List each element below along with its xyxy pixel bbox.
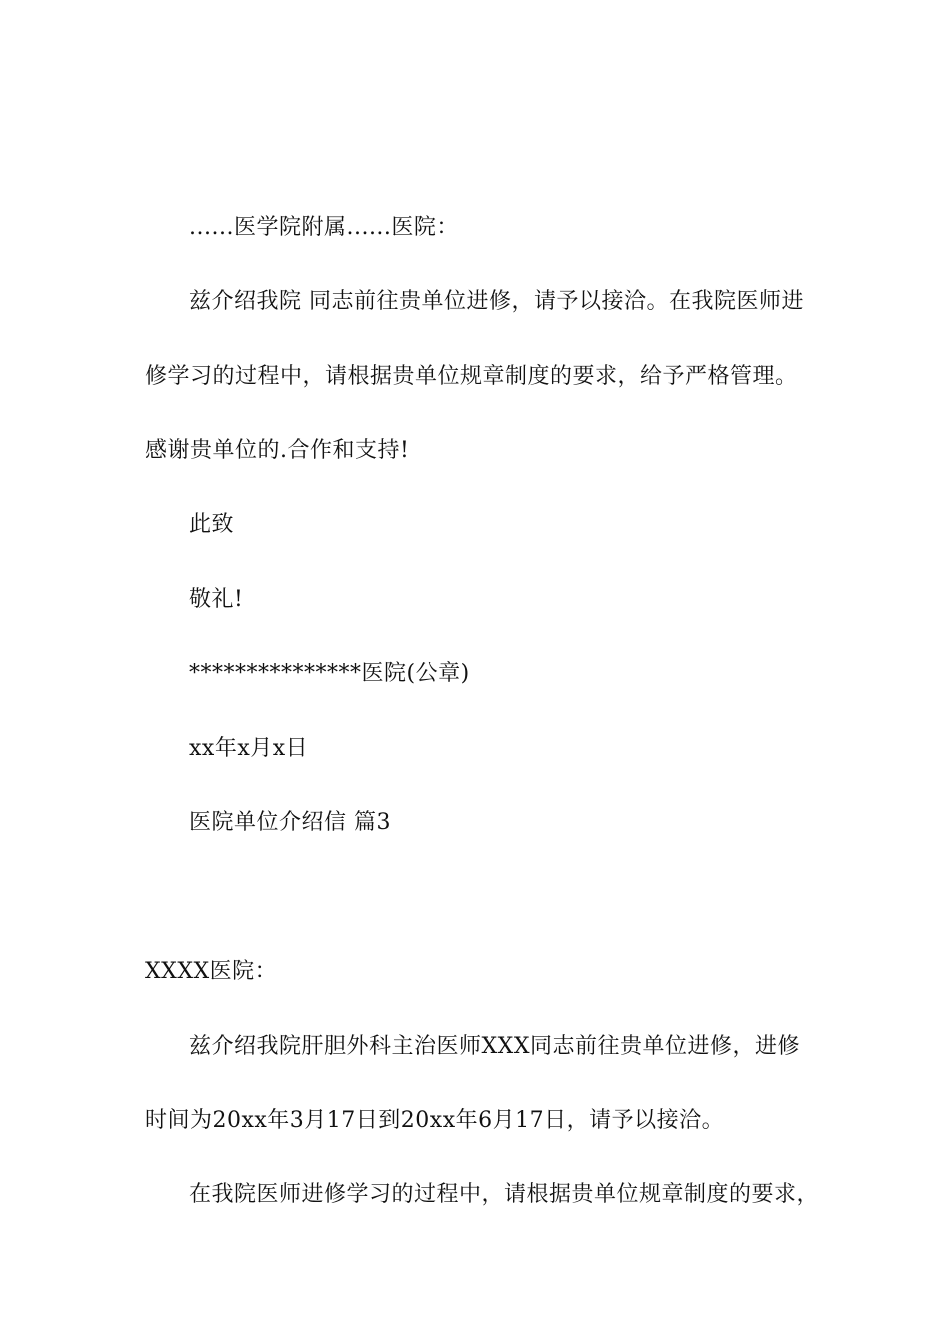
letter1-closing-2: 敬礼! — [189, 587, 244, 612]
letter1-body-line-1: 兹介绍我院 同志前往贵单位进修，请予以接洽。在我院医师进 — [189, 289, 804, 314]
letter2-body-line-1: 兹介绍我院肝胆外科主治医师XXX同志前往贵单位进修，进修 — [189, 1034, 800, 1059]
letter1-body-line-2: 修学习的过程中，请根据贵单位规章制度的要求，给予严格管理。 — [145, 364, 798, 389]
letter1-closing-1: 此致 — [189, 512, 235, 537]
letter1-date: xx年x月x日 — [189, 736, 309, 761]
letter2-body-line-2: 时间为20xx年3月17日到20xx年6月17日，请予以接洽。 — [145, 1108, 725, 1133]
letter1-salutation: ......医学院附属......医院： — [189, 215, 459, 240]
letter2-body-line-3: 在我院医师进修学习的过程中，请根据贵单位规章制度的要求， — [189, 1182, 820, 1207]
letter2-salutation: XXXX医院： — [145, 959, 278, 984]
letter1-body-line-3: 感谢贵单位的.合作和支持! — [145, 438, 410, 463]
section-heading: 医院单位介绍信 篇3 — [189, 810, 391, 835]
letter1-signature: ***************医院(公章) — [189, 661, 470, 686]
